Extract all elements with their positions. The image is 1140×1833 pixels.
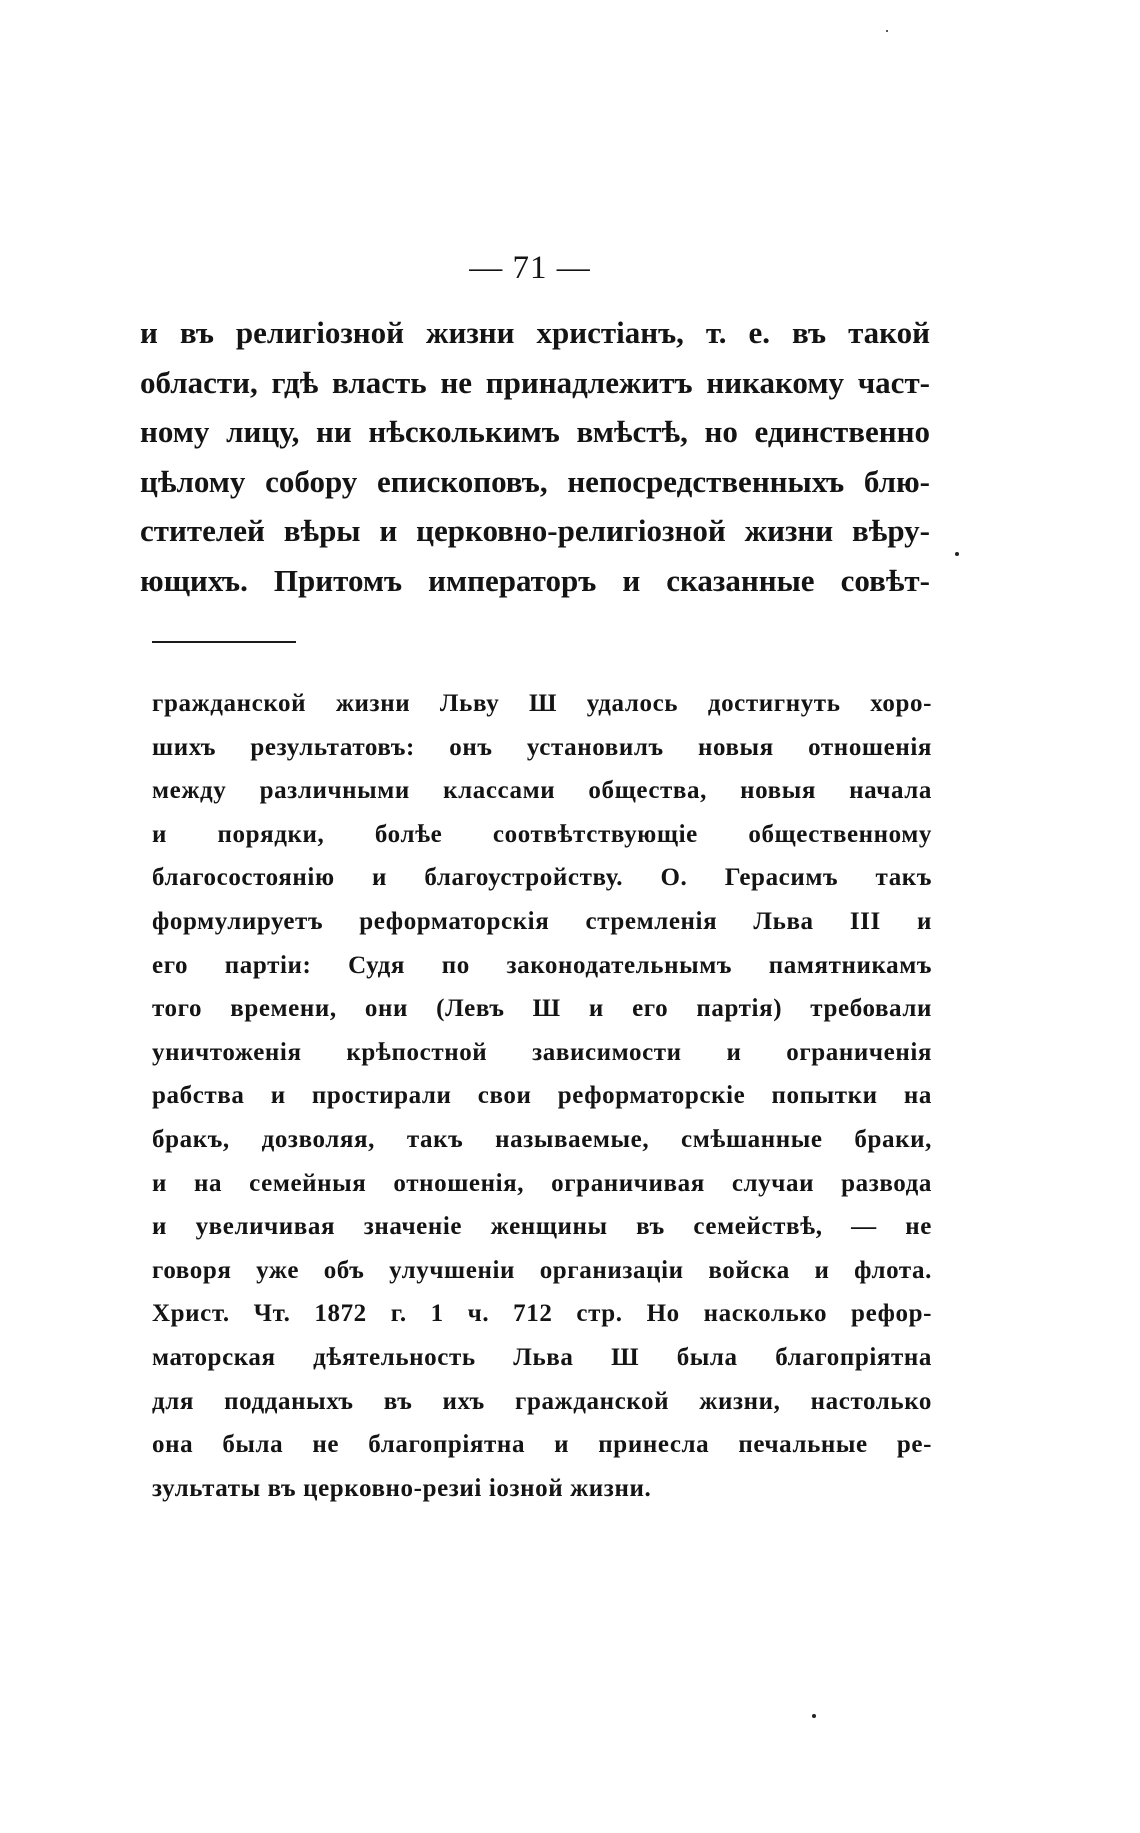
footnote-separator-rule [152,641,296,643]
footnote-line: того времени, они (Левъ Ш и его партія) требовали [152,995,932,1023]
footnote-line: маторская дѣятельность Льва Ш была благопріятна [152,1343,932,1371]
footnote-line: и увеличивая значеніе женщины въ семействѣ, — не [152,1213,932,1241]
footnote-line: гражданской жизни Льву Ш удалось достигнуть хоро- [152,690,932,717]
footnote-line: благосостоянію и благоустройству. О. Герасимъ такъ [152,864,932,892]
main-text-block [140,308,930,605]
print-speck [886,30,888,32]
footnote-line: зультаты въ церковно-резиі іозной жизни. [152,1474,652,1502]
footnote-line: между различными классами общества, новыя начала [152,777,932,805]
print-speck [955,552,959,556]
print-speck [812,1714,816,1718]
main-text-line: ющихъ. Притомъ императоръ и сказанные совѣт- [140,562,930,598]
footnote-block [152,682,932,1510]
footnote-line: и порядки, болѣе соотвѣтствующіе общественному [152,820,932,848]
footnote-line: Христ. Чт. 1872 г. 1 ч. 712 стр. Но насколько рефор- [152,1300,932,1328]
page-number: — 71 — [469,250,591,286]
footnote-line: и на семейныя отношенія, ограничивая случаи развода [152,1169,932,1197]
footnote-line: уничтоженія крѣпостной зависимости и ограниченія [152,1038,932,1066]
main-text-line: цѣлому собору епископовъ, непосредственныхъ блю- [140,463,930,499]
footnote-line: говоря уже объ улучшеніи организаціи войска и флота. [152,1256,932,1284]
main-text-line: и въ религіозной жизни христіанъ, т. е. въ такой [140,315,930,350]
footnote-line: бракъ, дозволяя, такъ называемые, смѣшанные браки, [152,1125,932,1153]
footnote-line: рабства и простирали свои реформаторскіе попытки на [152,1082,932,1110]
footnote-line: шихъ результатовъ: онъ установилъ новыя отношенія [152,733,932,761]
footnote-line: для подданыхъ въ ихъ гражданской жизни, настолько [152,1387,932,1415]
main-text-line: ному лицу, ни нѣсколькимъ вмѣстѣ, но единственно [140,414,930,449]
main-text-line: стителей вѣры и церковно-религіозной жизни вѣру- [140,513,930,548]
footnote-line: формулируетъ реформаторскія стремленія Льва III и [152,907,932,935]
footnote-line: его партіи: Судя по законодательнымъ памятникамъ [152,951,932,979]
footnote-line: она была не благопріятна и принесла печальные ре- [152,1431,932,1459]
main-text-line: области, гдѣ власть не принадлежитъ никакому част- [140,364,930,400]
